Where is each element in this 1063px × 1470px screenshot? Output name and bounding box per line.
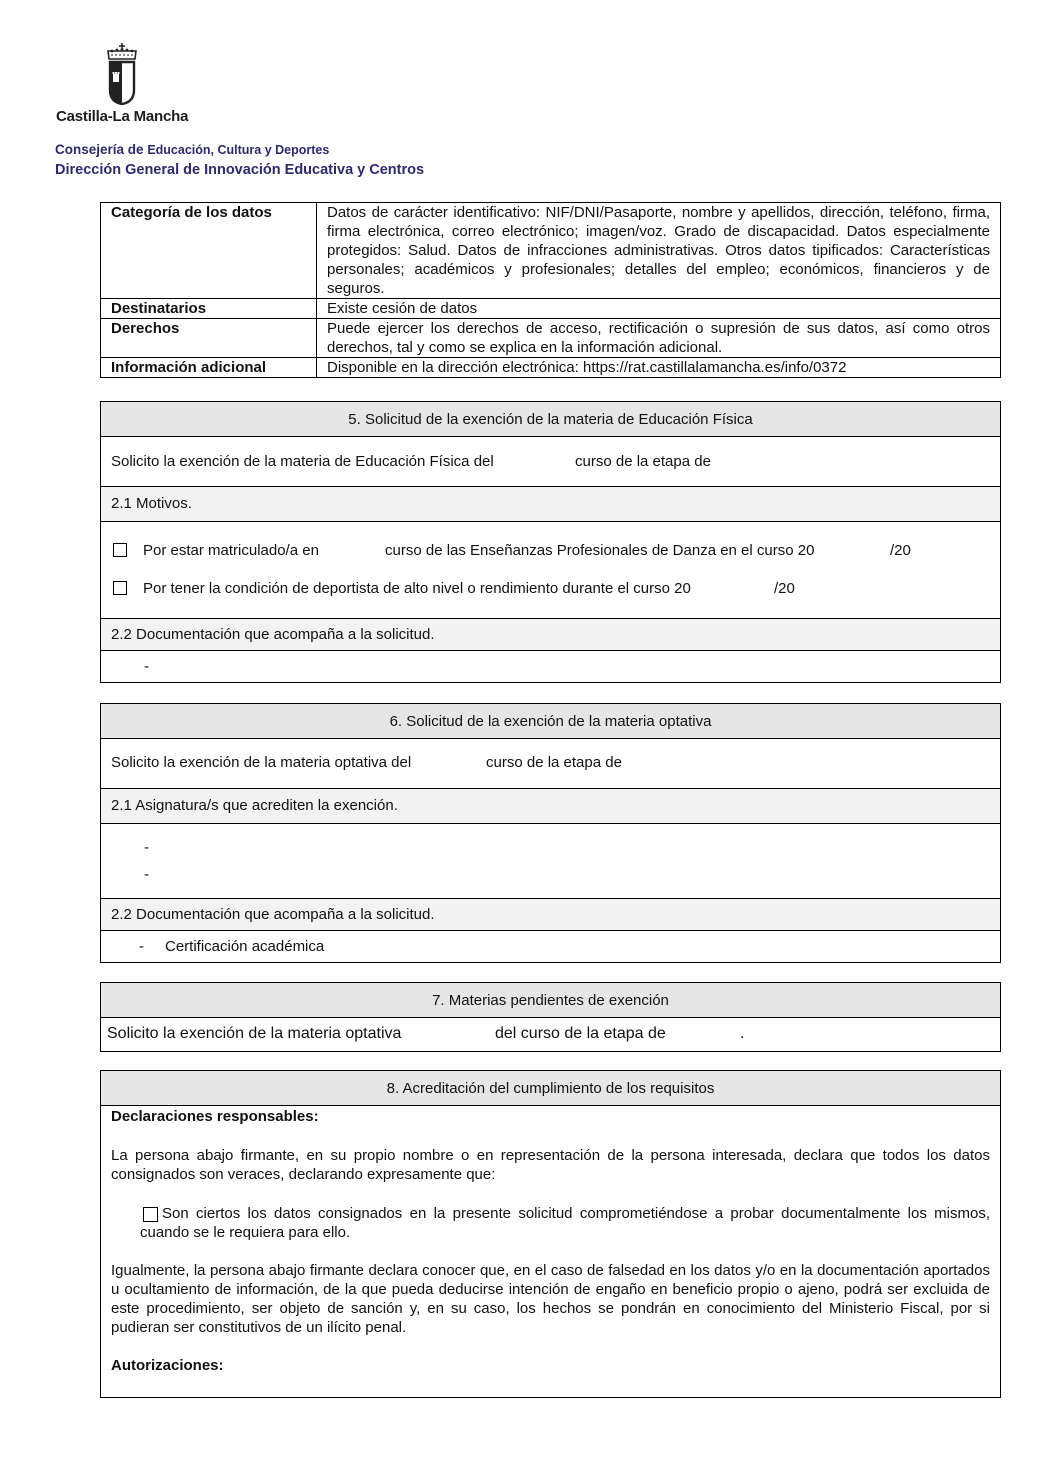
section-7 <box>100 982 1001 1052</box>
section-6-request-row: Solicito la exención de la materia optativa del curso de la etapa de <box>101 739 1000 789</box>
section-6 <box>100 703 1001 963</box>
asignaturas-list: - - <box>101 824 1000 899</box>
section-5-title: 5. Solicitud de la exención de la materia de Educación Física <box>101 402 1000 437</box>
motivo-deportista-checkbox[interactable] <box>113 581 127 595</box>
direction-name: Dirección General de Innovación Educativa y Centros <box>55 162 425 178</box>
section-5-doc-list: - <box>144 658 149 675</box>
section-7-request-row: Solicito la exención de la materia optativa del curso de la etapa de . <box>107 1025 745 1042</box>
section-5-request-row: Solicito la exención de la materia de Educación Física del curso de la etapa de <box>101 437 1000 487</box>
declaracion-check-text: Son ciertos los datos consignados en la presente solicitud comprometiéndose a probar documentalmente los mismos, cuando se le requiera para ello. <box>140 1205 990 1241</box>
table-row <box>101 203 1001 299</box>
section-5 <box>100 401 1001 683</box>
section-5-doc-header: 2.2 Documentación que acompaña a la solicitud. <box>101 619 1000 651</box>
motivos-list: Por estar matriculado/a en curso de las Enseñanzas Profesionales de Danza en el curso 20 /20 Por tener la condición de deportista de alto nivel o rendimiento durante el curso 20 /20 <box>101 522 1000 619</box>
row-label: Información adicional <box>101 358 317 378</box>
row-value: Existe cesión de datos <box>317 299 1001 319</box>
logo-text: Castilla-La Mancha <box>56 108 189 125</box>
table-row <box>101 299 1001 319</box>
section-6-title: 6. Solicitud de la exención de la materia optativa <box>101 704 1000 739</box>
table-row <box>101 358 1001 378</box>
declaracion-falsedad: Igualmente, la persona abajo firmante declara conocer que, en el caso de falsedad en los datos y/o en la documentación aportados u ocultamiento de información, de la que pueda deducirse intención de engaño en beneficio propio o ajeno, podrá ser excluida de este procedimiento, ser objeto de sanción y, en su caso, los hechos se pondrán en conocimiento del Ministerio Fiscal, por si pudieran ser constitutivos de un ilícito penal. <box>111 1262 990 1336</box>
section-8-title: 8. Acreditación del cumplimiento de los requisitos <box>101 1071 1000 1106</box>
motivos-header: 2.1 Motivos. <box>101 487 1000 522</box>
declaraciones-title: Declaraciones responsables: <box>111 1108 319 1125</box>
section-8 <box>100 1070 1001 1398</box>
section-6-doc-header: 2.2 Documentación que acompaña a la solicitud. <box>101 899 1000 931</box>
section-7-title: 7. Materias pendientes de exención <box>101 983 1000 1018</box>
autorizaciones-title: Autorizaciones: <box>111 1357 224 1374</box>
asignaturas-header: 2.1 Asignatura/s que acrediten la exención. <box>101 789 1000 824</box>
data-protection-table <box>100 202 1001 378</box>
table-row <box>101 319 1001 358</box>
declaracion-intro: La persona abajo firmante, en su propio nombre o en representación de la persona interesada, declara que todos los datos consignados son veraces, declarando expresamente que: <box>111 1147 990 1183</box>
row-value: Disponible en la dirección electrónica: https://rat.castillalamancha.es/info/0372 <box>317 358 1001 378</box>
section-6-doc-list: - Certificación académica <box>139 938 325 955</box>
department-name: Consejería de Educación, Cultura y Deportes <box>55 142 330 157</box>
row-label: Categoría de los datos <box>101 203 317 299</box>
row-value: Puede ejercer los derechos de acceso, rectificación o supresión de sus datos, así como otros derechos, tal y como se explica en la información adicional. <box>317 319 1001 358</box>
declaracion-checkbox[interactable] <box>143 1207 158 1222</box>
row-label: Destinatarios <box>101 299 317 319</box>
row-label: Derechos <box>101 319 317 358</box>
declaracion-check-item <box>111 1204 990 1242</box>
declaraciones-block <box>101 1107 1000 1375</box>
row-value: Datos de carácter identificativo: NIF/DNI/Pasaporte, nombre y apellidos, dirección, teléfono, firma, firma electrónica, correo electrónico; imagen/voz. Grado de discapacidad. Datos especialmente protegidos: Salud. Datos de infracciones administrativas. Otros datos tipificados: Características personales; académicos y profesionales; detalles del empleo; económicos, financieros y de seguros. <box>317 203 1001 299</box>
motivo-danza-checkbox[interactable] <box>113 543 127 557</box>
coat-of-arms-icon <box>102 42 142 106</box>
